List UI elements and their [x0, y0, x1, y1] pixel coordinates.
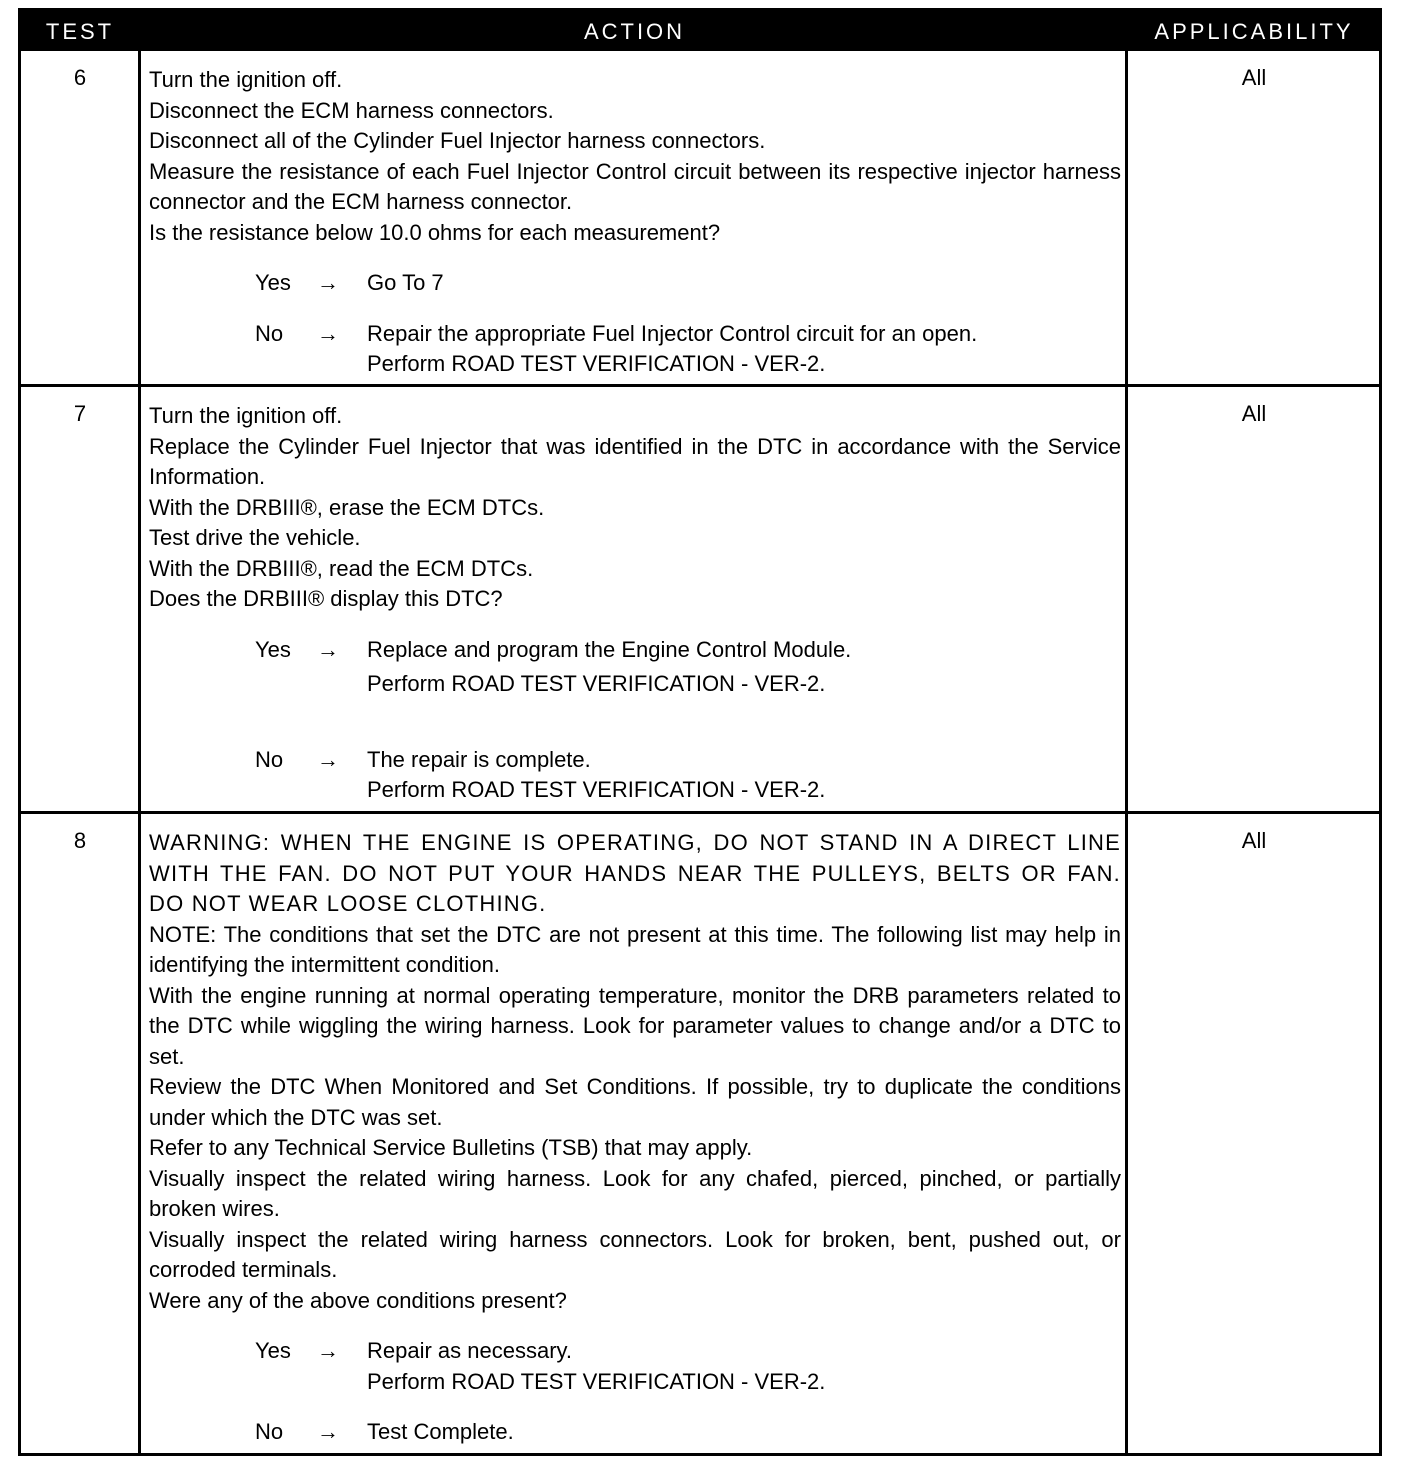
response-line: Perform ROAD TEST VERIFICATION - VER-2.	[367, 671, 826, 696]
action-step: Visually inspect the related wiring harness connectors. Look for broken, bent, pushed out, or corroded terminals.	[149, 1226, 1121, 1282]
action-step: Refer to any Technical Service Bulletins (TSB) that may apply.	[149, 1135, 753, 1160]
action-step: With the DRBIII®, read the ECM DTCs.	[149, 555, 534, 581]
table-row	[21, 51, 1379, 384]
no-response	[149, 1417, 1121, 1448]
action-step: Disconnect all of the Cylinder Fuel Injector harness connectors.	[149, 128, 766, 153]
no-response	[149, 319, 1121, 376]
no-label: No	[255, 746, 284, 772]
arrow-icon: →	[317, 320, 339, 346]
response-line: Test Complete.	[367, 1419, 514, 1444]
table-header	[21, 11, 1379, 51]
header-action: ACTION	[583, 19, 686, 44]
arrow-icon: →	[317, 1338, 339, 1363]
applicability-cell: All	[1241, 65, 1267, 90]
action-cell	[149, 828, 1121, 1448]
arrow-icon: →	[317, 746, 339, 772]
action-step: Turn the ignition off.	[149, 403, 343, 428]
yes-label: Yes	[255, 636, 291, 662]
test-number: 8	[73, 828, 87, 853]
action-step: Were any of the above conditions present?	[149, 1287, 567, 1313]
action-step: Is the resistance below 10.0 ohms for each measurement?	[149, 219, 721, 245]
yes-label: Yes	[255, 1338, 291, 1363]
action-step: With the engine running at normal operating temperature, monitor the DRB parameters related to the DTC while wiggling the wiring harness. Look for parameter values to change and/or a DTC to set.	[149, 982, 1121, 1069]
test-number: 7	[73, 401, 87, 426]
action-step: Measure the resistance of each Fuel Injector Control circuit between its respective injector harness connector and the ECM harness connector.	[149, 158, 1121, 214]
action-step: Test drive the vehicle.	[149, 525, 361, 550]
yes-response	[149, 1336, 1121, 1397]
applicability-cell: All	[1241, 401, 1267, 426]
yes-response	[149, 268, 1121, 299]
applicability-cell: All	[1241, 828, 1267, 853]
response-line: Perform ROAD TEST VERIFICATION - VER-2.	[367, 351, 826, 376]
yes-label: Yes	[255, 270, 291, 295]
header-test: TEST	[45, 19, 115, 44]
diagnostic-table	[18, 8, 1382, 1456]
arrow-icon: →	[317, 270, 339, 295]
arrow-icon: →	[317, 636, 339, 662]
no-label: No	[255, 320, 284, 346]
arrow-icon: →	[317, 1419, 339, 1444]
action-step: With the DRBIII®, erase the ECM DTCs.	[149, 494, 545, 520]
note-text: NOTE: The conditions that set the DTC are not present at this time. The following list may help in identifying the intermittent condition.	[149, 921, 1121, 977]
action-step: Visually inspect the related wiring harness. Look for any chafed, pierced, pinched, or partially broken wires.	[149, 1165, 1121, 1221]
header-applicability: APPLICABILITY	[1154, 19, 1354, 44]
response-line: The repair is complete.	[367, 746, 591, 772]
action-step: Turn the ignition off.	[149, 67, 343, 92]
warning-text: WARNING: WHEN THE ENGINE IS OPERATING, DO NOT STAND IN A DIRECT LINE WITH THE FAN. DO NOT PUT YOUR HANDS NEAR THE PULLEYS, BELTS OR FAN. DO NOT WEAR LOOSE CLOTHING.	[149, 830, 1121, 916]
response-line: Repair the appropriate Fuel Injector Control circuit for an open.	[367, 320, 978, 346]
table-row	[21, 387, 1379, 811]
yes-response	[149, 635, 1121, 715]
action-cell	[149, 65, 1121, 376]
no-response	[149, 745, 1121, 802]
test-number: 6	[73, 65, 87, 90]
action-step: Does the DRBIII® display this DTC?	[149, 586, 503, 611]
response-line: Perform ROAD TEST VERIFICATION - VER-2.	[367, 777, 826, 802]
response-line: Perform ROAD TEST VERIFICATION - VER-2.	[367, 1368, 826, 1394]
action-step: Disconnect the ECM harness connectors.	[149, 97, 554, 123]
response-line: Repair as necessary.	[367, 1338, 573, 1363]
response-line: Go To 7	[367, 270, 444, 295]
action-cell	[149, 401, 1121, 802]
action-step: Review the DTC When Monitored and Set Conditions. If possible, try to duplicate the conditions under which the DTC was set.	[149, 1074, 1121, 1130]
no-label: No	[255, 1419, 284, 1444]
action-step: Replace the Cylinder Fuel Injector that was identified in the DTC in accordance with the Service Information.	[149, 433, 1121, 489]
response-line: Replace and program the Engine Control Module.	[367, 636, 852, 662]
table-row	[21, 814, 1379, 1454]
